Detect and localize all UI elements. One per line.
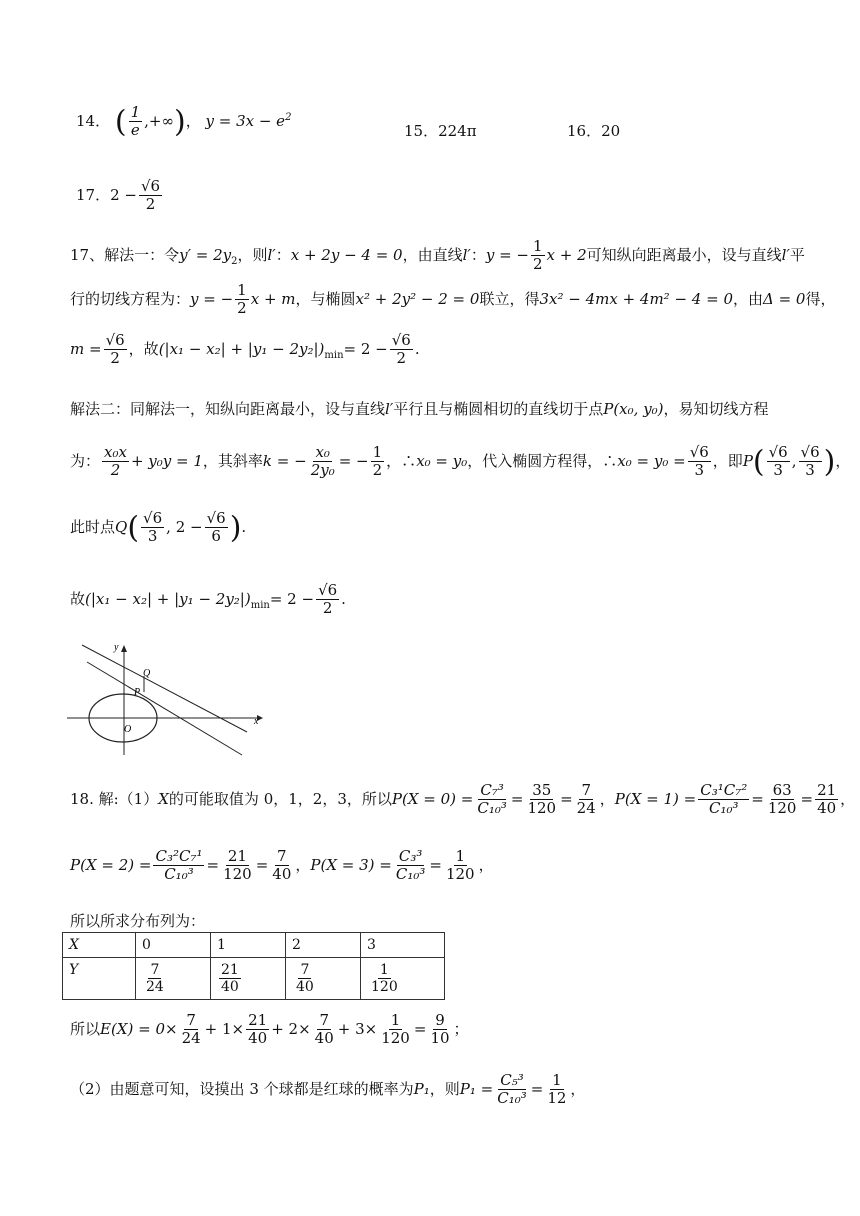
math: x₀ = y₀	[416, 451, 468, 470]
frac-num: √6	[143, 509, 163, 527]
fraction	[309, 444, 337, 480]
frac-num: 21	[221, 962, 239, 978]
frac-den: 40	[314, 1029, 334, 1048]
sol1-line1	[70, 238, 805, 274]
math: + 1×	[204, 1019, 245, 1038]
table-cell: 1	[211, 933, 286, 958]
answer-14	[76, 104, 291, 140]
frac-num: 21	[817, 781, 837, 799]
sol1-line2	[70, 282, 836, 318]
fraction	[698, 782, 749, 818]
math: =	[800, 789, 814, 808]
math: P(X = 1) =	[614, 789, 697, 808]
fraction	[688, 444, 711, 480]
text: .	[341, 589, 346, 608]
text: ，∴	[386, 451, 417, 470]
frac-den: 10	[430, 1029, 450, 1048]
paren-open: (	[114, 104, 127, 140]
frac-num: 7	[319, 1011, 329, 1029]
text: ，故	[128, 339, 159, 358]
math: P	[742, 451, 753, 470]
table-row	[63, 933, 445, 958]
math: =	[413, 1019, 427, 1038]
text: ，代入椭圆方程得，∴	[467, 451, 618, 470]
math: l′	[462, 245, 471, 264]
math: + 3×	[337, 1019, 378, 1038]
fraction	[246, 1012, 269, 1048]
frac-num: √6	[318, 581, 338, 599]
superscript: 2	[285, 111, 292, 123]
fraction	[394, 848, 428, 884]
line-l-prime	[82, 645, 247, 732]
math: 3x² − 4mx + 4m² − 4 = 0	[539, 289, 733, 308]
text: 得，	[805, 289, 836, 308]
label-x: x	[254, 716, 259, 727]
frac-num: 1	[379, 962, 389, 978]
expression: 2 −	[110, 185, 137, 204]
text: 此时点	[70, 517, 116, 536]
table-cell	[286, 958, 361, 1000]
text: ，由直线	[402, 245, 463, 264]
separator: ，	[185, 111, 201, 130]
text: ，则	[237, 245, 268, 264]
frac-den: 2y₀	[310, 461, 335, 480]
text: ，	[570, 1079, 586, 1098]
table-cell	[136, 958, 211, 1000]
text: ，其斜率	[202, 451, 263, 470]
frac-den: 2	[237, 299, 247, 318]
math: =	[530, 1079, 544, 1098]
ellipse-figure	[62, 640, 272, 760]
frac-num: √6	[140, 177, 161, 195]
fraction	[767, 444, 790, 480]
frac-den: 3	[773, 461, 783, 480]
answer-16	[567, 120, 620, 141]
text: .	[241, 517, 247, 536]
fraction	[235, 282, 249, 318]
text: ，	[599, 789, 615, 808]
text: ，	[835, 451, 851, 470]
subscript: min	[250, 599, 270, 611]
frac-num: C₅³	[500, 1071, 524, 1089]
text: 18. 解:（1）	[70, 789, 159, 808]
fraction	[495, 1072, 529, 1108]
label-o: O	[124, 724, 132, 735]
text: （2）由题意可知，设摸出 3 个球都是红球的概率为	[70, 1079, 414, 1098]
text: ，易知切线方程	[663, 400, 769, 418]
fraction	[219, 962, 241, 995]
frac-den: 2	[145, 195, 156, 214]
frac-num: √6	[206, 509, 226, 527]
frac-den: 120	[223, 865, 252, 884]
fraction	[369, 962, 400, 995]
math: = 2 −	[343, 339, 388, 358]
math: l′	[781, 245, 790, 264]
sol2-line1	[70, 398, 769, 419]
math: P(X = 2) =	[70, 855, 152, 874]
fraction	[766, 782, 799, 818]
frac-den: 2	[533, 255, 543, 274]
text: 平	[789, 245, 805, 264]
paren-close: )	[173, 104, 186, 140]
frac-num: 35	[532, 781, 552, 799]
sol2-line3: 此时点Q( $\frac{√6}{3}$ , 2 − $\frac{√6}{6}$ ).	[70, 509, 247, 546]
frac-den: C₁₀³	[164, 865, 194, 884]
frac-num: 7	[186, 1011, 196, 1029]
table-cell: 3	[361, 933, 445, 958]
table-cell: Y	[63, 958, 136, 1000]
fraction	[545, 1072, 568, 1108]
text: ，则	[429, 1079, 460, 1098]
frac-den: 40	[248, 1029, 268, 1048]
frac-num: √6	[800, 443, 820, 461]
answer-number: 15．	[404, 122, 439, 140]
math: y = −	[485, 245, 529, 264]
frac-num: 21	[248, 1011, 268, 1029]
math: = −	[338, 451, 369, 470]
text: ：	[275, 245, 291, 264]
frac-den: 40	[272, 865, 292, 884]
frac-num: 7	[277, 847, 287, 865]
math: X	[158, 789, 169, 808]
fraction	[379, 1012, 412, 1048]
sol1-line3	[70, 332, 420, 368]
frac-den: 120	[767, 799, 797, 818]
fraction	[141, 510, 164, 546]
frac-num: 1	[130, 103, 141, 121]
table-cell	[361, 958, 445, 1000]
text: 所以	[70, 1019, 101, 1038]
math: P(x₀, y₀)	[603, 400, 664, 418]
frac-num: 1	[533, 237, 543, 255]
subscript: 2	[231, 255, 238, 267]
frac-num: 1	[372, 443, 383, 461]
frac-den: 40	[221, 979, 239, 996]
math: =	[751, 789, 764, 808]
fraction	[180, 1012, 203, 1048]
answer-number: 14．	[76, 111, 111, 130]
fraction	[444, 848, 477, 884]
frac-den: 3	[805, 461, 815, 480]
frac-den: 3	[147, 527, 158, 546]
frac-num: x₀	[315, 443, 330, 461]
q18-line1	[70, 782, 855, 818]
math: m =	[70, 339, 102, 358]
text: 17、解法一：令	[70, 245, 180, 264]
answer-value: 20	[601, 122, 621, 140]
math: x + 2y − 4 = 0	[290, 245, 403, 264]
frac-den: 120	[527, 799, 557, 818]
math: k = −	[262, 451, 307, 470]
text: 的可能取值为 0，1，2，3，所以	[168, 789, 392, 808]
fraction	[390, 332, 413, 368]
frac-den: 24	[181, 1029, 201, 1048]
equation: y = 3x − e	[205, 111, 286, 130]
fraction	[815, 782, 838, 818]
frac-num: √6	[689, 443, 709, 461]
frac-den: 24	[576, 799, 596, 818]
fraction	[153, 848, 204, 884]
frac-den: 12	[547, 1089, 567, 1108]
frac-den: 24	[146, 979, 164, 996]
frac-num: 21	[227, 847, 247, 865]
answer-17	[76, 178, 164, 214]
frac-den: 2	[372, 461, 383, 480]
frac-num: 1	[455, 847, 466, 865]
math: E(X) = 0×	[100, 1019, 178, 1038]
fraction	[525, 782, 558, 818]
text: ：	[470, 245, 486, 264]
table-row	[63, 958, 445, 1000]
fraction	[144, 962, 166, 995]
sol2-line2: 为： $\frac{\text{x₀x}}{2}$ + y₀y = 1，其斜率k = − $\frac{\text{x₀}}{\text{2y₀}}$ = − $\frac{1}{2}$ ，∴x₀ = y₀，代入椭圆方程得，∴x₀ = y₀ = $\frac{√6}{3}$ ，即P( $\frac{√6}{3}$ , $\frac{√6}{3}$ )，	[70, 443, 851, 480]
frac-den: C₁₀³	[708, 799, 739, 818]
frac-num: C₇³	[480, 781, 504, 799]
fraction	[104, 332, 127, 368]
frac-den: 6	[211, 527, 221, 546]
math: , 2 −	[166, 517, 203, 536]
text: 解法二：同解法一，知纵向距离最小，设与直线	[70, 400, 386, 418]
table-cell: 2	[286, 933, 361, 958]
sol2-line4	[70, 582, 346, 618]
fraction	[205, 510, 228, 546]
fraction	[102, 444, 129, 480]
table-cell: 0	[136, 933, 211, 958]
fraction	[313, 1012, 336, 1048]
fraction	[129, 104, 143, 140]
fraction	[270, 848, 293, 884]
frac-den: C₁₀³	[477, 799, 507, 818]
frac-den: 120	[381, 1029, 410, 1048]
frac-den: e	[130, 121, 140, 140]
y-axis-arrow	[121, 645, 127, 652]
math: =	[206, 855, 220, 874]
math: Q	[115, 517, 128, 536]
text: 行的切线方程为：	[70, 289, 191, 308]
math: P(X = 3) =	[310, 855, 392, 874]
answer-value: 224π	[438, 122, 477, 140]
frac-num: x₀x	[104, 443, 127, 461]
math: x₀ = y₀ =	[617, 451, 686, 470]
math: y′ = 2y	[179, 245, 232, 264]
fraction	[428, 1012, 451, 1048]
frac-den: 2	[322, 599, 333, 618]
answer-15	[404, 120, 477, 141]
math: P₁ =	[459, 1079, 494, 1098]
math: (|x₁ − x₂| + |y₁ − 2y₂|)	[85, 589, 251, 608]
text: ；	[453, 1019, 469, 1038]
distribution-table	[62, 932, 445, 1000]
frac-num: 1	[237, 281, 247, 299]
frac-num: 1	[390, 1011, 401, 1029]
table-cell	[211, 958, 286, 1000]
frac-num: 7	[150, 962, 160, 978]
label-q: Q	[143, 668, 151, 679]
subscript: min	[324, 349, 344, 361]
frac-den: 40	[817, 799, 837, 818]
text: 平行且与椭圆相切的直线切于点	[393, 400, 604, 418]
text: ，	[840, 789, 856, 808]
frac-den: 40	[296, 979, 314, 996]
math: + 2×	[271, 1019, 311, 1038]
text: ，	[478, 855, 494, 874]
math: x + m	[250, 289, 296, 308]
fraction	[221, 848, 254, 884]
text: ，	[295, 855, 311, 874]
math: P₁	[413, 1079, 430, 1098]
frac-num: C₃²C₇¹	[155, 847, 203, 865]
math: x² + 2y² − 2 = 0	[355, 289, 480, 308]
text: 可知纵向距离最小，设与直线	[586, 245, 782, 264]
math: + y₀y = 1	[130, 451, 203, 470]
frac-num: C₃¹C₇²	[700, 781, 748, 799]
frac-num: 1	[552, 1071, 562, 1089]
fraction	[531, 238, 545, 274]
math: l′	[385, 400, 394, 418]
table-intro: 所以所求分布列为：	[70, 912, 206, 930]
frac-den: 2	[110, 461, 121, 480]
frac-num: 63	[772, 781, 792, 799]
q18-part2	[70, 1072, 585, 1108]
q18-line2	[70, 848, 494, 884]
frac-num: C₃³	[398, 847, 423, 865]
fraction	[475, 782, 509, 818]
answer-number: 16．	[567, 122, 602, 140]
text: .	[414, 339, 420, 358]
math: Δ = 0	[763, 289, 806, 308]
math: =	[510, 789, 524, 808]
frac-den: 2	[110, 349, 120, 368]
frac-den: C₁₀³	[497, 1089, 527, 1108]
frac-num: 9	[435, 1011, 445, 1029]
math: l′	[267, 245, 276, 264]
text: ，由	[732, 289, 763, 308]
math: P(X = 0) =	[391, 789, 474, 808]
tangent-line	[87, 662, 242, 755]
frac-num: √6	[768, 443, 788, 461]
frac-num: 7	[581, 781, 591, 799]
text: ，与椭圆	[295, 289, 356, 308]
table-cell: X	[63, 933, 136, 958]
fraction	[139, 178, 162, 214]
text: ，即	[712, 451, 743, 470]
label-p: P	[134, 687, 141, 698]
frac-num: 7	[300, 962, 310, 978]
math: = 2 −	[269, 589, 315, 608]
fraction	[371, 444, 385, 480]
label-y: y	[114, 642, 119, 653]
math: (|x₁ − x₂| + |y₁ − 2y₂|)	[158, 339, 325, 358]
expectation-line	[70, 1012, 469, 1048]
math: =	[429, 855, 442, 874]
math: =	[560, 789, 573, 808]
frac-den: 2	[396, 349, 407, 368]
answer-number: 17．	[76, 185, 111, 204]
text: 为：	[70, 451, 101, 470]
fraction	[799, 444, 822, 480]
interval-rest: ,+∞	[144, 111, 174, 130]
text: 联立，得	[479, 289, 540, 308]
frac-den: 3	[694, 461, 705, 480]
math: =	[255, 855, 269, 874]
frac-num: √6	[391, 331, 411, 349]
fraction	[575, 782, 598, 818]
math: y = −	[190, 289, 234, 308]
fraction	[316, 582, 339, 618]
frac-den: 120	[445, 865, 475, 884]
frac-den: 120	[371, 979, 398, 996]
math: x + 2	[546, 245, 587, 264]
text: 故	[70, 589, 86, 608]
frac-den: C₁₀³	[395, 865, 426, 884]
frac-num: √6	[105, 331, 125, 349]
fraction	[294, 962, 316, 995]
